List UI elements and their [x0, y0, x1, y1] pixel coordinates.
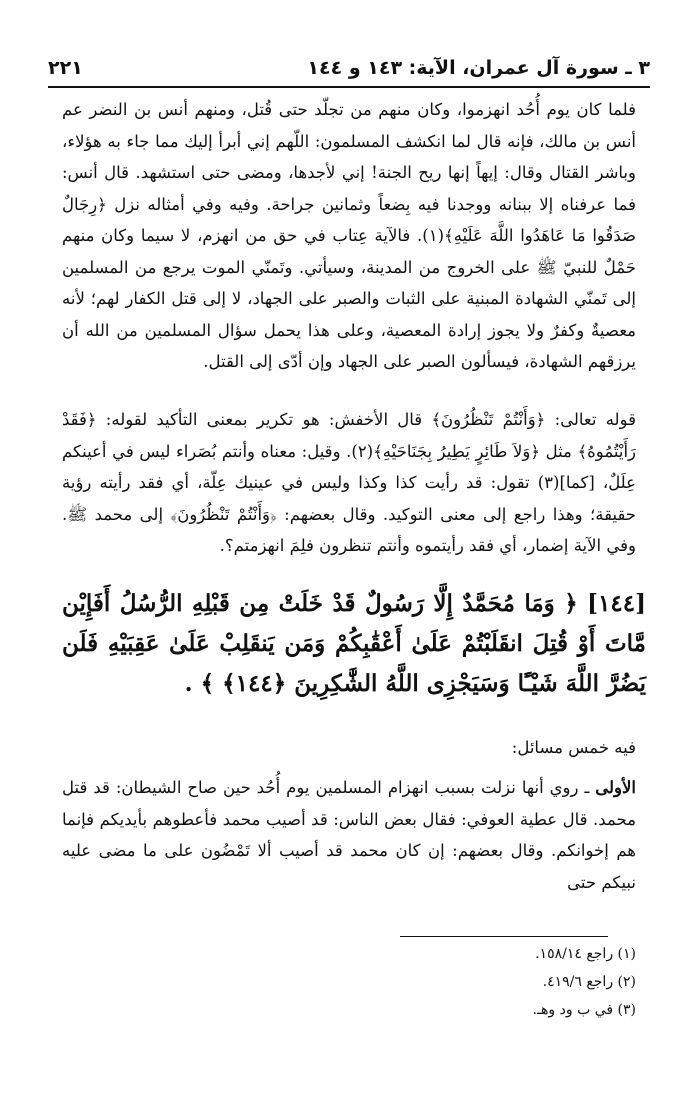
- footnote-divider: [400, 936, 608, 937]
- issue-text: ـ روي أنها نزلت بسبب انهزام المسلمين يوم أُحُد حين صاح الشيطان: قد قتل محمد. قال عطية العوفي: فقال بعض الناس: قد أصيب محمد فأعطوهم بأيديكم فإنما هم إخوانكم. وقال بعضهم: إن كان محمد قد أصيب ألا تَمْضُون على ما مضى عليه نبيكم حتى: [62, 778, 636, 892]
- footnote-2: (٢) راجع ٤١٩/٦.: [542, 974, 636, 990]
- quran-verse: [١٤٤] ﴿ وَمَا مُحَمَّدٌ إِلَّا رَسُولٌ قَدْ خَلَتْ مِن قَبْلِهِ الرُّسُلُ أَفَإِيْن مَّاتَ أَوْ قُتِلَ انقَلَبْتُمْ عَلَىٰ أَعْقَٰبِكُمْ وَمَن يَنقَلِبْ عَلَىٰ عَقِبَيْهِ فَلَن يَضُرَّ اللَّهَ شَيْـًٔا وَسَيَجْزِى اللَّهُ الشَّٰكِرِينَ ﴿١٤٤﴾ ﴾ .: [62, 590, 646, 697]
- issue-heading: الأولى: [595, 778, 636, 797]
- running-title: ٣ ـ سورة آل عمران، الآية: ١٤٣ و ١٤٤: [307, 57, 650, 79]
- issue-first: [62, 772, 636, 898]
- footnote-1: (١) راجع ١٥٨/١٤.: [535, 946, 636, 962]
- page-number: ٢٢١: [48, 57, 83, 79]
- issues-intro: فيه خمس مسائل:: [511, 738, 636, 757]
- page-header: [48, 52, 650, 84]
- paragraph-1: فلما كان يوم أُحُد انهزموا، وكان منهم من تجلّد حتى قُتل، ومنهم أنس بن النضر عم أنس بن مالك، فإنه قال لما انكشف المسلمون: اللّهم إني أبرأ إليك مما جاء به هؤلاء، وباشر القتال وقال: إيهاً إنها ريح الجنة! إني لأجدها، ومضى حتى استشهد. قال أنس: فما عرفناه إلا ببنانه ووجدنا فيه بِضعاً وثمانين جراحة. وفيه وفي أمثاله نزل ﴿رِجَالٌ صَدَقُوا مَا عَاهَدُوا اللَّهَ عَلَيْهِ﴾(١). فالآية عِتاب في حق من انهزم، لا سيما وكان منهم حَمْلٌ للنبيّ ﷺ على الخروج من المدينة، وسيأتي. وتَمنّي الموت يرجع من المسلمين إلى تَمنّي الشهادة المبنية على الثبات والصبر على الجهاد، لا إلى قتل الكفار لهم؛ لأنه معصيةٌ وكفرٌ ولا يجوز إرادة المعصية، وعلى هذا يحمل سؤال المسلمين من الله أن يرزقهم الشهادة، فيسألون الصبر على الجهاد وإن أدّى إلى القتل.: [62, 100, 636, 371]
- paragraph-2: قوله تعالى: ﴿وَأَنْتُمْ تَنْظُرُونَ﴾ قال الأخفش: هو تكرير بمعنى التأكيد لقوله: ﴿فَقَدْ رَأَيْتُمُوهُ﴾ مثل ﴿وَلاَ طَائِرٍ يَطِيرُ بِجَنَاحَيْهِ﴾(٢). وقيل: معناه وأنتم بُصَراء ليس في أعينكم عِلَلٌ، [كما](٣) تقول: قد رأيت كذا وكذا وليس في عينيك عِلّة، أي فقد رأيته رؤية حقيقة؛ وهذا راجع إلى معنى التوكيد. وقال بعضهم: ﴿وَأَنْتُمْ تَنْظُرُونَ﴾ إلى محمد ﷺ. وفي الآية إضمار، أي فقد رأيتموه وأنتم تنظرون فلِمَ انهزمتم؟.: [62, 410, 636, 555]
- header-divider: [48, 86, 650, 88]
- footnote-3: (٣) في ب ود وهـ.: [532, 1002, 636, 1018]
